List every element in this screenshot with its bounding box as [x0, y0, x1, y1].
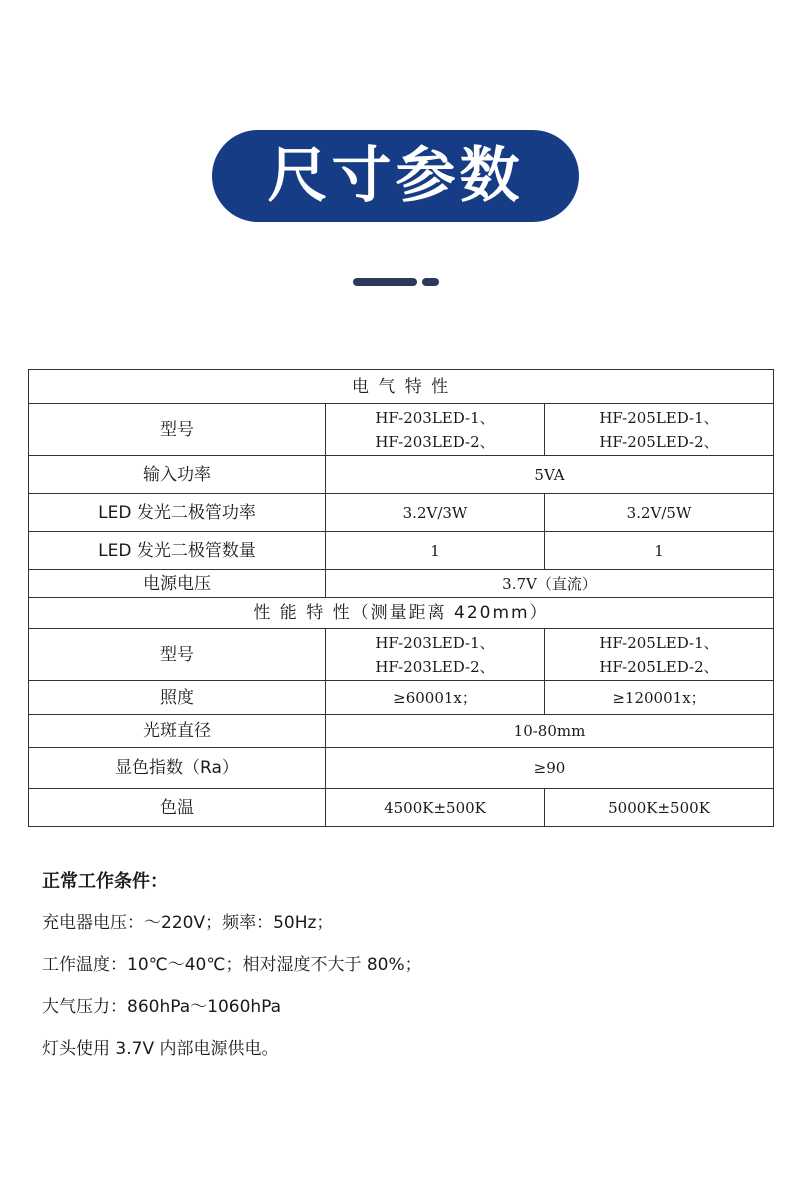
input-power-label: 输入功率 [29, 456, 326, 494]
model2-a-cell [326, 629, 545, 681]
operating-conditions [42, 862, 762, 1070]
power-supply-value: 3.7V（直流） [326, 570, 774, 598]
input-power-value: 5VA [326, 456, 774, 494]
table-row [29, 715, 774, 748]
cri-label: 显色指数（Ra） [29, 748, 326, 789]
spot-diameter-label: 光斑直径 [29, 715, 326, 748]
table-row [29, 570, 774, 598]
table-row [29, 681, 774, 715]
model2-b-cell [545, 629, 774, 681]
title-banner [212, 130, 579, 222]
model2-a-line-2: HF-203LED-2、 [375, 657, 495, 676]
note-temperature: 工作温度：10℃～40℃；相对湿度不大于 80%； [42, 955, 422, 975]
operating-conditions-heading: 正常工作条件： [42, 871, 168, 892]
model2-b-line-1: HF-205LED-1、 [599, 633, 719, 652]
title-underline-short [422, 278, 439, 286]
model2-b-line-2: HF-205LED-2、 [599, 657, 719, 676]
spec-table [28, 369, 774, 827]
model-label: 型号 [29, 404, 326, 456]
led-count-label: LED 发光二极管数量 [29, 532, 326, 570]
section-electrical-header: 电 气 特 性 [29, 370, 774, 404]
note-charger-voltage: 充电器电压：～220V；频率：50Hz； [42, 913, 334, 933]
table-row [29, 789, 774, 827]
note-power-source: 灯头使用 3.7V 内部电源供电。 [42, 1039, 279, 1059]
model-a-line-2: HF-203LED-2、 [375, 432, 495, 451]
color-temp-label: 色温 [29, 789, 326, 827]
table-row [29, 748, 774, 789]
table-row [29, 494, 774, 532]
led-power-a: 3.2V/3W [326, 494, 545, 532]
table-row [29, 456, 774, 494]
page-title: 尺寸参数 [267, 141, 524, 211]
led-power-b: 3.2V/5W [545, 494, 774, 532]
spot-diameter-value: 10-80mm [326, 715, 774, 748]
section-performance-header: 性 能 特 性（测量距离 420mm） [29, 598, 774, 629]
table-row [29, 532, 774, 570]
led-power-label: LED 发光二极管功率 [29, 494, 326, 532]
color-temp-a: 4500K±500K [326, 789, 545, 827]
note-air-pressure: 大气压力：860hPa～1060hPa [42, 997, 282, 1017]
illuminance-a: ≥60001x； [326, 681, 545, 715]
table-row [29, 370, 774, 404]
cri-value: ≥90 [326, 748, 774, 789]
table-row [29, 629, 774, 681]
led-count-a: 1 [326, 532, 545, 570]
title-underline-long [353, 278, 417, 286]
illuminance-b: ≥120001x； [545, 681, 774, 715]
model-b-line-2: HF-205LED-2、 [599, 432, 719, 451]
color-temp-b: 5000K±500K [545, 789, 774, 827]
model-a-line-1: HF-203LED-1、 [375, 408, 495, 427]
model2-label: 型号 [29, 629, 326, 681]
illuminance-label: 照度 [29, 681, 326, 715]
model-b-cell [545, 404, 774, 456]
power-supply-label: 电源电压 [29, 570, 326, 598]
table-row [29, 598, 774, 629]
led-count-b: 1 [545, 532, 774, 570]
table-row [29, 404, 774, 456]
model2-a-line-1: HF-203LED-1、 [375, 633, 495, 652]
model-b-line-1: HF-205LED-1、 [599, 408, 719, 427]
model-a-cell [326, 404, 545, 456]
